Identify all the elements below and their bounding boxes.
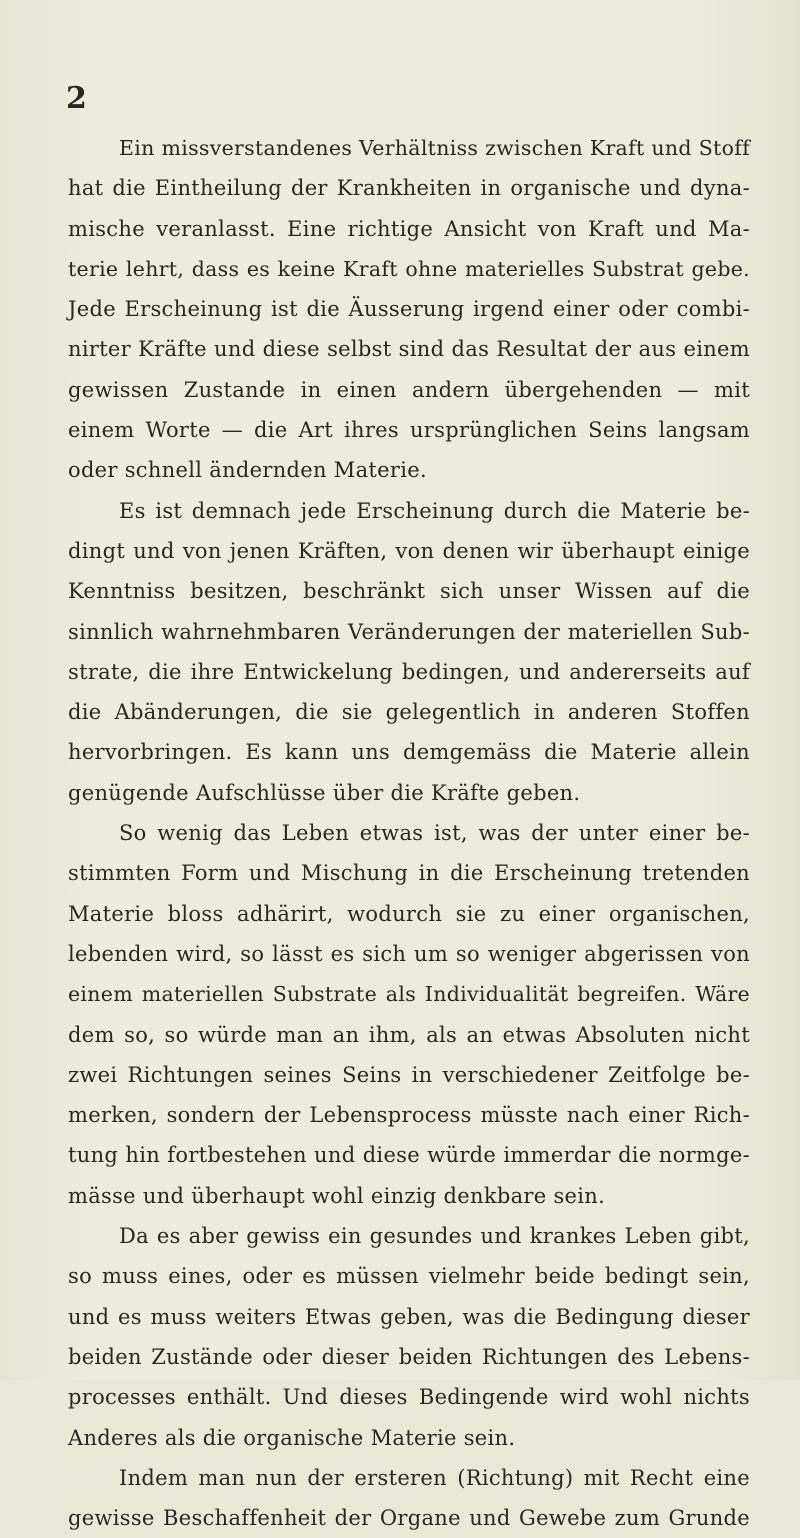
text-line: So wenig das Leben etwas ist, was der unter einer be- [119,821,750,846]
text-line: Jede Erscheinung ist die Äusserung irgend einer oder combi- [68,297,750,322]
text-line: tung hin fortbestehen und diese würde immerdar die normge- [68,1143,750,1168]
text-line: mische veranlasst. Eine richtige Ansicht von Kraft und Ma- [68,216,750,241]
text-line: Indem man nun der ersteren (Richtung) mit Recht eine [119,1465,750,1490]
text-line: einem Worte — die Art ihres ursprünglichen Seins langsam [68,418,750,443]
text-line: Da es aber gewiss ein gesundes und krankes Leben gibt, [119,1224,750,1249]
text-line: beiden Zustände oder dieser beiden Richtungen des Lebens- [68,1344,750,1369]
text-line: Ein missverstandenes Verhältniss zwischen Kraft und Stoff [119,136,750,160]
text-line: Kenntniss besitzen, beschränkt sich unser Wissen auf die [68,579,750,604]
text-line: nirter Kräfte und diese selbst sind das Resultat der aus einem [68,337,750,362]
text-line: und es muss weiters Etwas geben, was die Bedingung dieser [68,1304,750,1329]
text-line: Materie bloss adhärirt, wodurch sie zu einer organischen, [68,901,750,926]
text-line: einem materiellen Substrate als Individualität begreifen. Wäre [68,982,750,1007]
text-line: so muss eines, oder es müssen vielmehr beide bedingt sein, [68,1264,750,1289]
text-line: hat die Eintheilung der Krankheiten in organische und dyna- [68,176,750,201]
text-line: dem so, so würde man an ihm, als an etwas Absoluten nicht [68,1022,750,1047]
page-number: 2 [66,81,87,116]
text-line: merken, sondern der Lebensprocess müsste nach einer Rich- [68,1103,750,1128]
text-line: lebenden wird, so lässt es sich um so weniger abgerissen von [68,941,750,966]
text-line: genügende Aufschlüsse über die Kräfte geben. [68,780,581,805]
text-line: dingt und von jenen Kräften, von denen wir überhaupt einige [68,538,750,563]
text-line: Es ist demnach jede Erscheinung durch die Materie be- [119,498,750,523]
text-line: sinnlich wahrnehmbaren Veränderungen der materiellen Sub- [68,619,750,644]
text-line: stimmten Form und Mischung in die Erscheinung tretenden [68,861,750,886]
text-line: gewisse Beschaffenheit der Organe und Gewebe zum Grunde [68,1506,750,1531]
text-line: gewissen Zustande in einen andern übergehenden — mit [68,377,750,402]
text-line: Anderes als die organische Materie sein. [68,1425,516,1450]
text-line: die Abänderungen, die sie gelegentlich in anderen Stoffen [68,700,750,725]
text-line: strate, die ihre Entwickelung bedingen, und andererseits auf [68,659,750,684]
text-line: mässe und überhaupt wohl einzig denkbare sein. [68,1183,606,1208]
text-line: hervorbringen. Es kann uns demgemäss die Materie allein [68,740,750,765]
text-line: terie lehrt, dass es keine Kraft ohne materielles Substrat gebe. [68,256,750,281]
text-line: oder schnell ändernden Materie. [68,458,427,483]
text-line: processes enthält. Und dieses Bedingende wird wohl nichts [68,1385,750,1410]
text-line: zwei Richtungen seines Seins in verschiedener Zeitfolge be- [68,1062,750,1087]
body-text [68,128,750,1538]
